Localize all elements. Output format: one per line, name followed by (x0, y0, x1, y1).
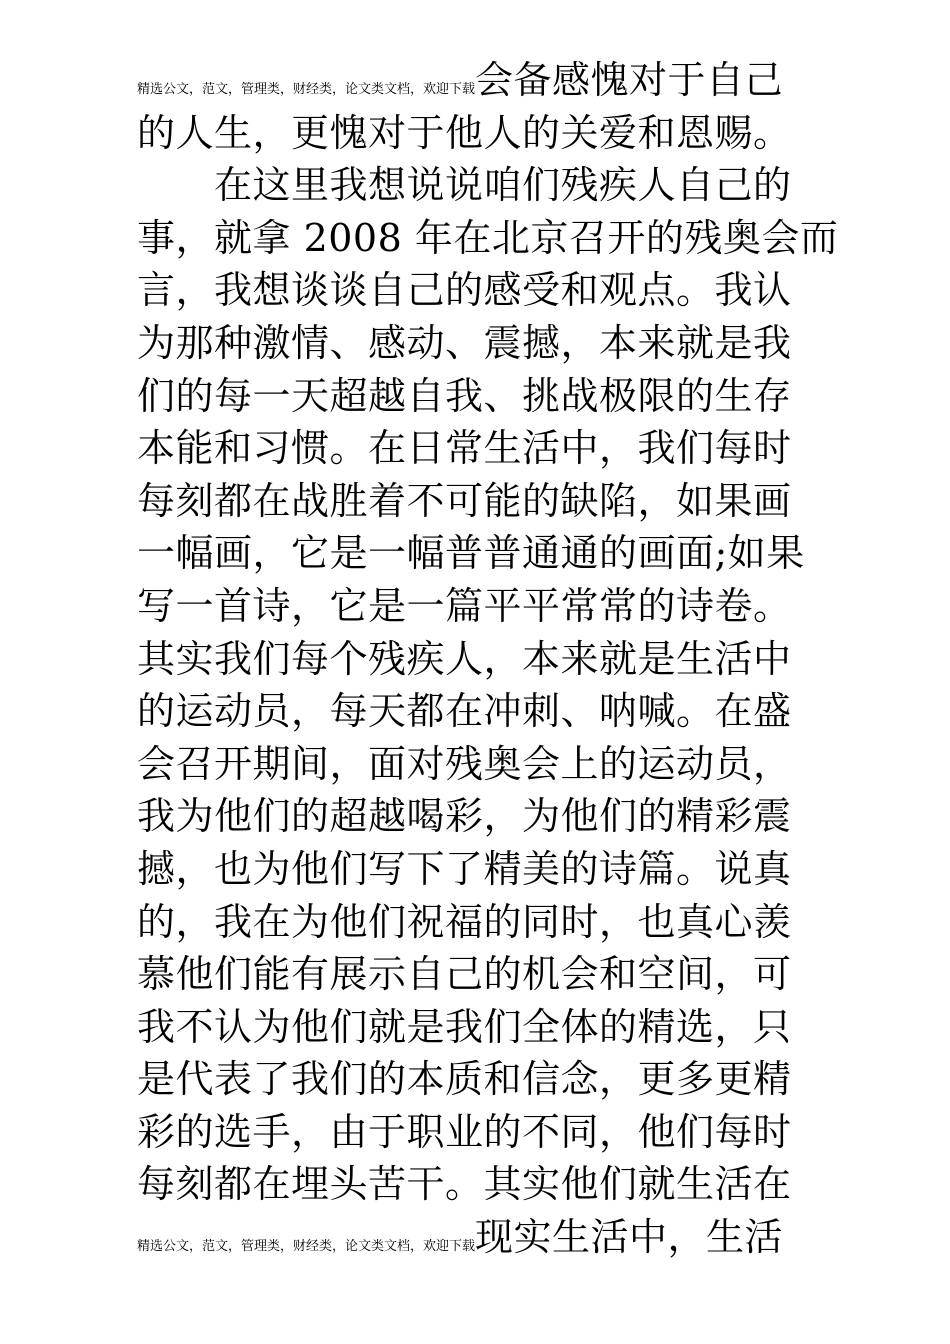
text-line: 彩的选手，由于职业的不同，他们每时 (137, 1109, 792, 1154)
header-text: 会备感愧对于自己 (475, 58, 784, 102)
text-line: 撼，也为他们写下了精美的诗篇。说真 (137, 846, 792, 891)
body-text (137, 54, 839, 1264)
text-line: 言，我想谈谈自己的感受和观点。我认 (137, 268, 792, 313)
text-line: 我为他们的超越喝彩，为他们的精彩震 (137, 794, 792, 839)
text-line: 的，我在为他们祝福的同时，也真心羡 (137, 899, 792, 944)
text-line: 慕他们能有展示自己的机会和空间，可 (137, 952, 792, 997)
paragraph-first-line: 在这里我想说说咱们残疾人自己的 (214, 163, 792, 208)
text-line: 事，就拿 2008 年在北京召开的残奥会而 (137, 215, 839, 260)
footer-line (137, 1211, 827, 1264)
text-line: 的运动员，每天都在冲刺、呐喊。在盛 (137, 689, 792, 734)
text-line: 是代表了我们的本质和信念，更多更精 (137, 1057, 792, 1102)
header-line (137, 54, 827, 107)
text-line: 写一首诗，它是一篇平平常常的诗卷。 (137, 583, 792, 628)
text-line: 本能和习惯。在日常生活中，我们每时 (137, 426, 792, 471)
footer-note: 精选公文，范文，管理类，财经类，论文类文档，欢迎下载 (137, 1239, 476, 1255)
text-line: 每刻都在战胜着不可能的缺陷，如果画 (137, 478, 792, 523)
header-note: 精选公文，范文，管理类，财经类，论文类文档，欢迎下载 (137, 82, 476, 97)
text-line: 其实我们每个残疾人，本来就是生活中 (137, 636, 792, 681)
text-line: 为那种激情、感动、震撼，本来就是我 (137, 320, 792, 365)
text-line: 一幅画，它是一幅普普通通的画面;如果 (137, 531, 805, 576)
text-line: 会召开期间，面对残奥会上的运动员， (137, 741, 792, 786)
text-line: 我不认为他们就是我们全体的精选，只 (137, 1004, 792, 1049)
text-line: 每刻都在埋头苦干。其实他们就生活在 (137, 1162, 792, 1207)
text-line: 的人生，更愧对于他人的关爱和恩赐。 (137, 110, 792, 155)
text-line: 们的每一天超越自我、挑战极限的生存 (137, 373, 792, 418)
footer-text: 现实生活中，生活 (475, 1215, 784, 1260)
